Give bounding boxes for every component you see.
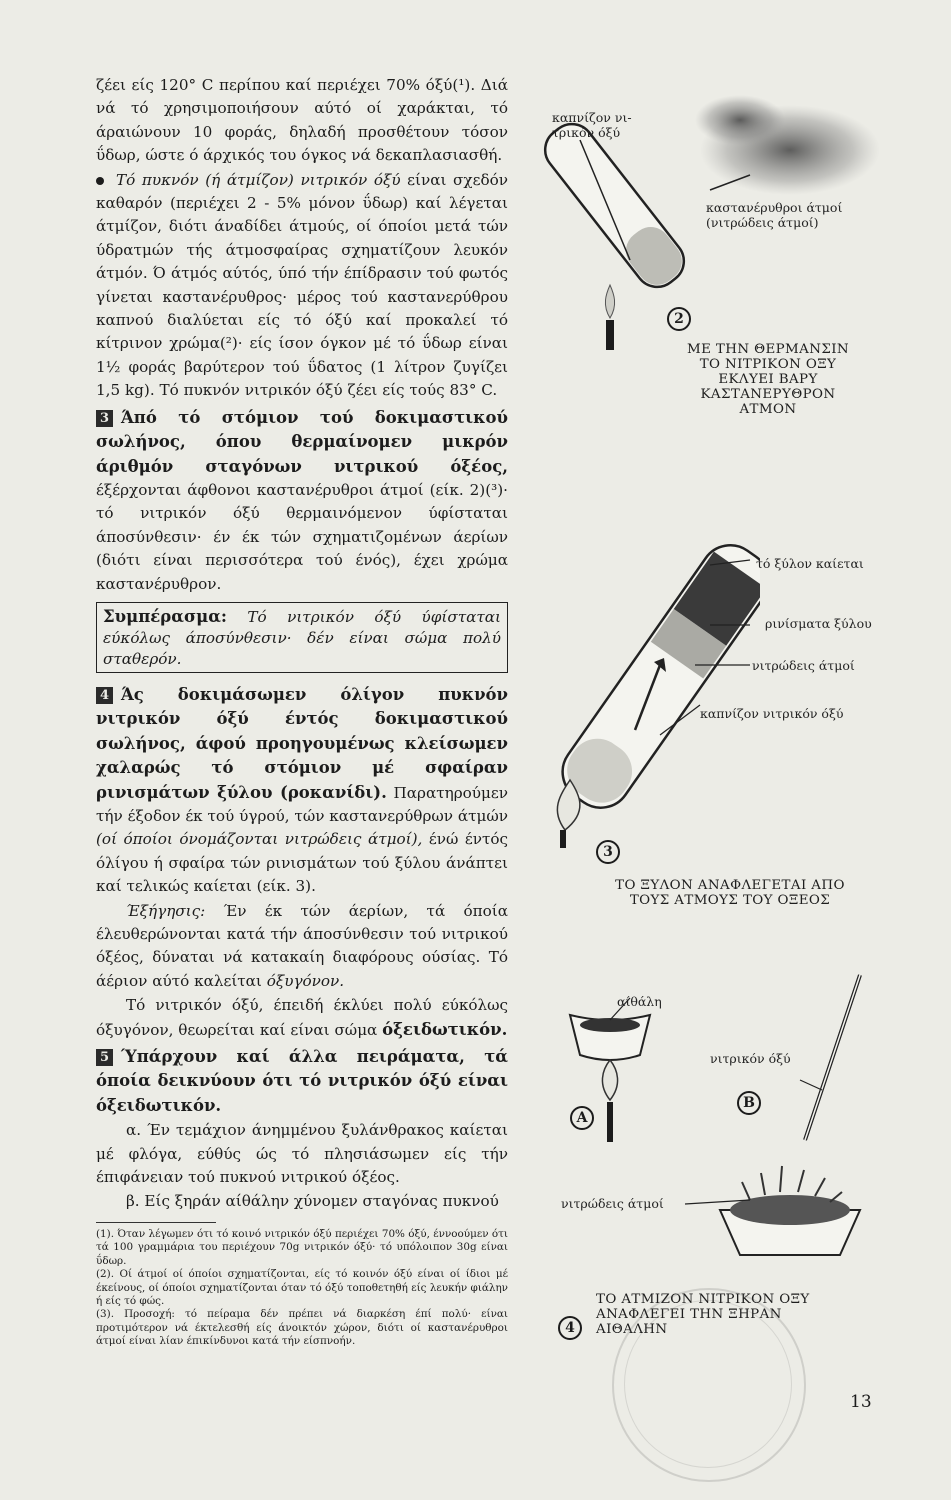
footnote-divider	[96, 1222, 216, 1223]
paragraph-fuming-acid	[96, 169, 508, 403]
fig2-label-fuming: καπνίζον νι- τρικόν όξύ	[552, 110, 632, 140]
dropper-inner	[805, 975, 860, 1140]
main-text-column	[96, 74, 508, 1349]
burner	[607, 1102, 613, 1142]
soot-pile	[580, 1018, 640, 1032]
flame	[602, 1060, 617, 1100]
section-4-text: Παρατηρούμεν τήν έξοδον έκ τού ύγρού, τών καστανερύθρων άτμών	[96, 783, 508, 825]
section-number-4: 4	[96, 687, 113, 704]
oxygen-term: όξυγόνον.	[266, 971, 345, 990]
section-4-italic: (οί όποίοι όνομάζονται νιτρώδεις άτμοί),	[96, 830, 423, 849]
item-b: β. Είς ξηράν αίθάλην χύνομεν σταγόνας πυκνού	[126, 1192, 499, 1211]
section-4-text-2: ένώ έντός όλίγου ή σφαίρα τών ρινισμάτων τού ξύλου άνάπτει καί τελικώς καίεται (είκ. 3).	[96, 830, 509, 896]
fig4-label-soot: αίθάλη	[617, 994, 662, 1009]
explanation-text: Έν έκ τών άερίων, τά όποία έλευθερώνονται κατά τήν άποσύνθεσιν τού νιτρικού όξέος, δύναται νά κατακαίη διαφόρους ούσίας. Τό άέριον αύτό καλείται	[96, 901, 508, 990]
library-stamp-inner	[624, 1300, 792, 1468]
section-5-heading: Ύπάρχουν καί άλλα πειράματα, τά όποία δεικνύουν ότι τό νιτρικόν όξύ είναι όξειδωτικόν.	[96, 1047, 508, 1115]
bullet-icon	[96, 177, 104, 185]
fig3-number: 3	[596, 840, 620, 864]
footnotes	[96, 1228, 508, 1349]
fig3-label-wood-burns: τό ξύλον καίεται	[756, 556, 864, 571]
page-number: 13	[850, 1392, 872, 1412]
item-a: α. Έν τεμάχιον άνημμένου ξυλάνθρακος καίεται μέ φλόγα, εύθύς ώς τό πλησιάσωμεν είς τήν έπιφάνειαν τού πυκνού νιτρικού όξέος.	[96, 1121, 508, 1187]
section-5	[96, 1045, 508, 1118]
fig3-label-shavings: ρινίσματα ξύλου	[765, 616, 872, 631]
fig2-caption: ΜΕ ΤΗΝ ΘΕΡΜΑΝΣΙΝ ΤΟ ΝΙΤΡΙΚΟΝ ΟΞΥ ΕΚΛΥΕΙ ΒΑΡΥ ΚΑΣΤΑΝΕΡΥΘΡΟΝ ΑΤΜΟΝ	[686, 342, 850, 417]
footnote-3: (3). Προσοχή: τό πείραμα δέν πρέπει νά διαρκέση έπί πολύ· είναι προτιμότερον νά έκτελεσθή είς άνοικτόν χώρον, διότι οί καστανέρυθροι άτμοί είναι λίαν έπικίνδυνοι κατά τήν είσπνοήν.	[96, 1308, 508, 1348]
test-tube	[540, 115, 693, 296]
section-number-3: 3	[96, 410, 113, 427]
footnote-2: (2). Οί άτμοί οί όποίοι σχηματίζονται, είς τό κοινόν όξύ είναι οί ίδιοι μέ έκείνους, οί όποίοι σχηματίζονται όταν τό όξύ τοποθετηθή είς λευκήν φιάλην ή είς τό φώς.	[96, 1268, 508, 1307]
explanation-label: Έξήγησις:	[126, 901, 206, 920]
explanation-paragraph	[96, 900, 508, 994]
fig3-caption: ΤΟ ΞΥΛΟΝ ΑΝΑΦΛΕΓΕΤΑΙ ΑΠΟ ΤΟΥΣ ΑΤΜΟΥΣ ΤΟΥ ΟΞΕΟΣ	[615, 878, 845, 908]
fig4-label-fumes: νιτρώδεις άτμοί	[561, 1196, 664, 1211]
oxidizing-paragraph	[96, 994, 508, 1042]
conclusion-label: Συμπέρασμα:	[103, 606, 227, 626]
figure-3-wood-shavings	[540, 530, 760, 850]
fig3-label-fuming-acid: καπνίζον νιτρικόν όξύ	[700, 706, 844, 721]
burner	[606, 320, 614, 350]
fig4-caption: ΤΟ ΑΤΜΙΖΟΝ ΝΙΤΡΙΚΟΝ ΟΞΥ ΑΝΑΦΛΕΓΕΙ ΤΗΝ ΞΗΡΑΝ ΑΙΘΑΛΗΝ	[596, 1292, 810, 1337]
section-4-heading: Άς δοκιμάσωμεν όλίγον πυκνόν νιτρικόν όξύ έντός δοκιμαστικού σωλήνος, άφού προηγουμένως κλείσωμεν χαλαρώς τό στόμιον μέ σφαίραν ρινισμάτων ξύλου (ροκανίδι).	[96, 684, 508, 802]
paragraph-boiling-point: ζέει είς 120° C περίπου καί περιέχει 70% όξύ(¹). Διά νά τό χρησιμοποιήσουν αύτό οί χαράκται, τό άραιώνουν 10 φοράς, δηλαδή προσθέτουν τόσον ΰδωρ, ώστε ό άρχικός του όγκος νά δεκαπλασιασθή.	[96, 76, 508, 165]
conclusion-text: Τό νιτρικόν όξύ ύφίσταται εύκόλως άποσύνθεσιν· δέν είναι σώμα πολύ σταθερόν.	[103, 607, 501, 668]
fig2-number: 2	[667, 307, 691, 331]
flame	[605, 285, 614, 318]
section-4	[96, 683, 508, 899]
footnote-1: (1). Όταν λέγωμεν ότι τό κοινό νιτρικόν όξύ περιέχει 70% όξύ, έννοούμεν ότι τά 100 γραμμάρια του περιέχουν 70g νιτρικόν όξύ· τό υπόλοιπον 30g είναι ΰδωρ.	[96, 1227, 508, 1267]
fig3-label-fumes: νιτρώδεις άτμοί	[752, 658, 855, 673]
burner	[560, 830, 566, 848]
figure-4-soot	[560, 970, 890, 1260]
fig4-mark-a: A	[570, 1106, 594, 1130]
section-3-heading: Άπό τό στόμιον τού δοκιμαστικού σωλήνος, όπου θερμαίνομεν μικρόν άριθμόν σταγόνων νιτρικού όξέος,	[96, 407, 508, 476]
section-3	[96, 406, 508, 596]
oxidizing-term: όξειδωτικόν.	[382, 1019, 508, 1039]
fig4-number: 4	[558, 1316, 582, 1340]
fig4-mark-b: B	[737, 1091, 761, 1115]
section-number-5: 5	[96, 1049, 113, 1066]
smoke-puff	[695, 95, 785, 145]
oxidizing-text: Τό νιτρικόν όξύ, έπειδή έκλύει πολύ εύκόλως όξυγόνον, θεωρείται καί είναι σώμα	[96, 996, 508, 1039]
fuming-acid-text: είναι σχεδόν καθαρόν (περιέχει 2 - 5% μόνον ΰδωρ) καί λέγεται άτμίζον, διότι άναδίδει άτμούς, οί όποίοι μετά τών ύδρατμών τής άτμοσφαίρας σχηματίζουν λευκόν άτμόν. Ό άτμός αύτός, ύπό τήν έπίδρασιν τού φωτός γίνεται καστανέρυθρος· μέρος τού καστανερύθρου καπνού διαλύεται είς τό όξύ καί προκαλεί τό κίτρινον χρώμα(²)· είς ίσον όγκον μέ τό ΰδωρ είναι 1½ φοράς βαρύτερον τού ΰδατος (1 λίτρον ζυγίζει 1,5 kg). Τό πυκνόν νιτρικόν όξύ ζέει είς τούς 83° C.	[96, 170, 508, 400]
section-3-text: έξέρχονται άφθονοι καστανέρυθροι άτμοί (είκ. 2)(³)· τό νιτρικόν όξύ θερμαινόμενον ύφίσταται άποσύνθεσιν· έν έκ τών σχηματιζομένων άερίων (διότι είναι περισσότερα τού ένός), έχει χρώμα καστανέρυθρον.	[96, 480, 508, 593]
fuming-acid-term: Τό πυκνόν (ή άτμίζον) νιτρικόν όξύ	[116, 170, 401, 189]
fig2-label-fumes: καστανέρυθροι άτμοί (νιτρώδεις άτμοί)	[706, 200, 843, 230]
pointer-line	[800, 1080, 822, 1090]
conclusion-box	[96, 602, 508, 673]
fig4-label-acid: νιτρικόν όξύ	[710, 1051, 791, 1066]
